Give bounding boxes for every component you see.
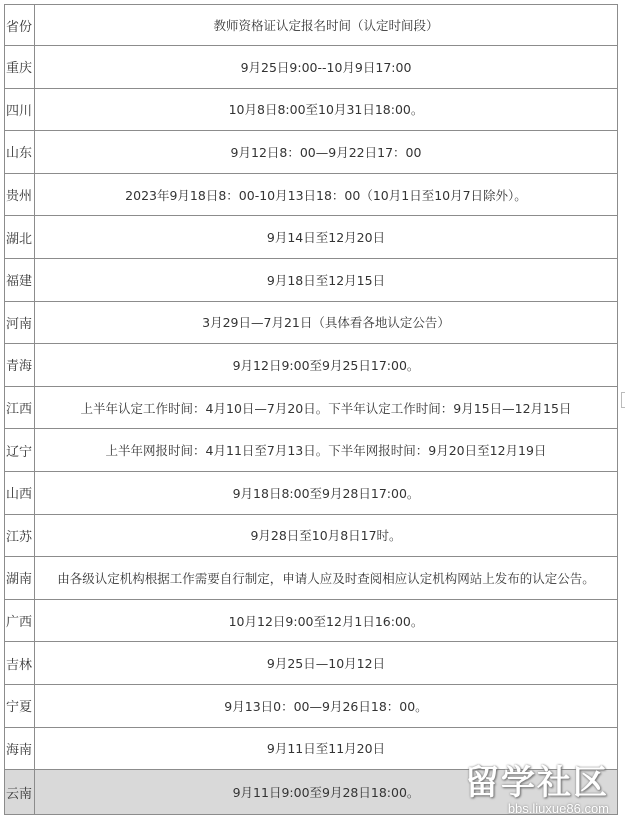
table-row	[5, 216, 618, 259]
table-row	[5, 46, 618, 89]
table-row	[5, 173, 618, 216]
province-cell: 贵州	[5, 173, 35, 216]
time-cell: 上半年网报时间：4月11日至7月13日。下半年网报时间：9月20日至12月19日	[35, 429, 618, 472]
table-row	[5, 301, 618, 344]
table-row	[5, 344, 618, 387]
province-cell: 青海	[5, 344, 35, 387]
time-cell: 9月14日至12月20日	[35, 216, 618, 259]
province-cell: 广西	[5, 599, 35, 642]
province-cell: 福建	[5, 258, 35, 301]
time-cell: 9月11日9:00至9月28日18:00。	[35, 770, 618, 815]
province-cell: 江苏	[5, 514, 35, 557]
time-cell: 9月25日—10月12日	[35, 642, 618, 685]
time-cell: 上半年认定工作时间：4月10日—7月20日。下半年认定工作时间：9月15日—12月15日	[35, 386, 618, 429]
time-cell: 2023年9月18日8：00-10月13日18：00（10月1日至10月7日除外）。	[35, 173, 618, 216]
province-cell: 吉林	[5, 642, 35, 685]
province-cell: 湖北	[5, 216, 35, 259]
province-cell: 四川	[5, 88, 35, 131]
time-cell: 9月18日至12月15日	[35, 258, 618, 301]
time-cell: 9月12日9:00至9月25日17:00。	[35, 344, 618, 387]
province-cell: 重庆	[5, 46, 35, 89]
header-province: 省份	[5, 5, 35, 46]
province-cell: 辽宁	[5, 429, 35, 472]
edge-handle-icon	[621, 392, 625, 408]
watermark-url: bbs.liuxue86.com	[507, 801, 609, 816]
time-cell: 10月12日9:00至12月1日16:00。	[35, 599, 618, 642]
table-row	[5, 258, 618, 301]
province-cell: 山西	[5, 471, 35, 514]
registration-time-table	[4, 4, 618, 815]
watermark-logo: 留学社区	[465, 763, 609, 803]
table-row	[5, 88, 618, 131]
time-cell: 10月8日8:00至10月31日18:00。	[35, 88, 618, 131]
province-cell: 云南	[5, 770, 35, 815]
table-row	[5, 684, 618, 727]
table-row	[5, 599, 618, 642]
table-row	[5, 429, 618, 472]
province-cell: 海南	[5, 727, 35, 770]
table-row	[5, 131, 618, 174]
time-cell: 9月28日至10月8日17时。	[35, 514, 618, 557]
table-row	[5, 471, 618, 514]
site-watermark	[465, 765, 609, 816]
table-row	[5, 642, 618, 685]
table-row	[5, 386, 618, 429]
table-header-row	[5, 5, 618, 46]
header-time: 教师资格证认定报名时间（认定时间段）	[35, 5, 618, 46]
table-row	[5, 557, 618, 600]
province-cell: 湖南	[5, 557, 35, 600]
table-row	[5, 514, 618, 557]
time-cell: 9月11日至11月20日	[35, 727, 618, 770]
province-cell: 河南	[5, 301, 35, 344]
province-cell: 宁夏	[5, 684, 35, 727]
time-cell: 9月25日9:00--10月9日17:00	[35, 46, 618, 89]
province-cell: 山东	[5, 131, 35, 174]
province-cell: 江西	[5, 386, 35, 429]
time-cell: 9月13日0：00—9月26日18：00。	[35, 684, 618, 727]
time-cell: 3月29日—7月21日（具体看各地认定公告）	[35, 301, 618, 344]
time-cell: 9月12日8：00—9月22日17：00	[35, 131, 618, 174]
time-cell: 9月18日8:00至9月28日17:00。	[35, 471, 618, 514]
time-cell: 由各级认定机构根据工作需要自行制定，申请人应及时查阅相应认定机构网站上发布的认定公告。	[35, 557, 618, 600]
